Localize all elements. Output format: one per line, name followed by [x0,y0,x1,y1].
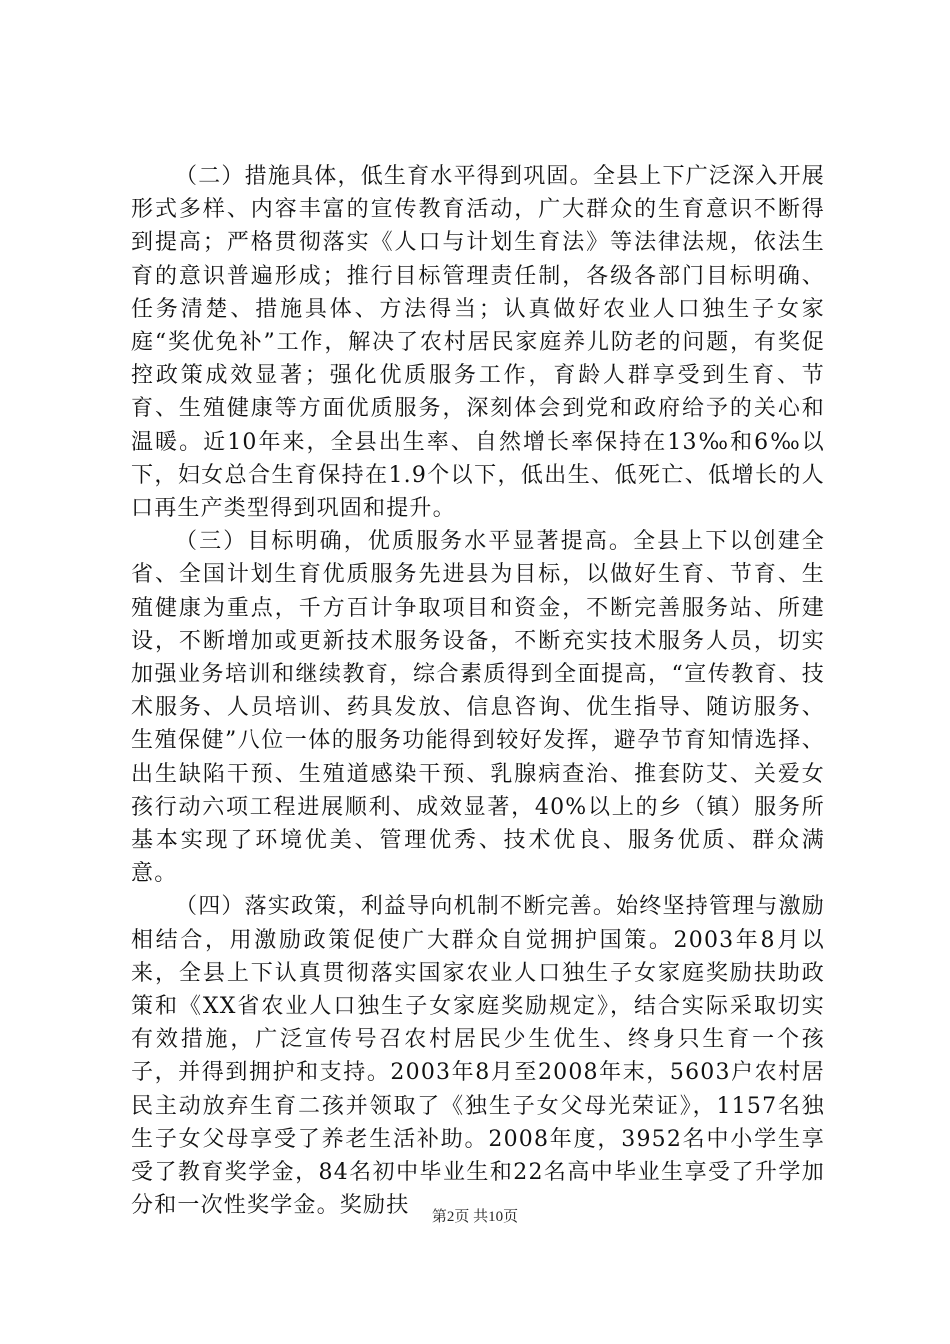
page-number-footer: 第2页 共10页 [431,1209,519,1225]
document-body [131,160,825,1223]
paragraph-services: （三）目标明确，优质服务水平显著提高。全县上下以创建全省、全国计划生育优质服务先进县为目标，以做好生育、节育、生殖健康为重点，千方百计争取项目和资金，不断完善服务站、所建设，不断增加或更新技术服务设备，不断充实技术服务人员，切实加强业务培训和继续教育，综合素质得到全面提高，“宣传教育、技术服务、人员培训、药具发放、信息咨询、优生指导、随访服务、生殖保健”八位一体的服务功能得到较好发挥，避孕节育知情选择、出生缺陷干预、生殖道感染干预、乳腺病查治、推套防艾、关爱女孩行动六项工程进展顺利、成效显著，40%以上的乡（镇）服务所基本实现了环境优美、管理优秀、技术优良、服务优质、群众满意。 [131,529,825,887]
paragraph-measures: （二）措施具体，低生育水平得到巩固。全县上下广泛深入开展形式多样、内容丰富的宣传教育活动，广大群众的生育意识不断得到提高；严格贯彻落实《人口与计划生育法》等法律法规，依法生育的意识普遍形成；推行目标管理责任制，各级各部门目标明确、任务清楚、措施具体、方法得当；认真做好农业人口独生子女家庭“奖优免补”工作，解决了农村居民家庭养儿防老的问题，有奖促控政策成效显著；强化优质服务工作，育龄人群享受到生育、节育、生殖健康等方面优质服务，深刻体会到党和政府给予的关心和温暖。近10年来，全县出生率、自然增长率保持在13‰和6‰以下，妇女总合生育保持在1.9个以下，低出生、低死亡、低增长的人口再生产类型得到巩固和提升。 [131,164,825,522]
paragraph-policy: （四）落实政策，利益导向机制不断完善。始终坚持管理与激励相结合，用激励政策促使广大群众自觉拥护国策。2003年8月以来，全县上下认真贯彻落实国家农业人口独生子女家庭奖励扶助政策和《XX省农业人口独生子女家庭奖励规定》，结合实际采取切实有效措施，广泛宣传号召农村居民少生优生、终身只生育一个孩子，并得到拥护和支持。2003年8月至2008年末，5603户农村居民主动放弃生育二孩并领取了《独生子女父母光荣证》，1157名独生子女父母享受了养老生活补助。2008年度，3952名中小学生享受了教育奖学金，84名初中毕业生和22名高中毕业生享受了升学加分和一次性奖学金。奖励扶 [131,894,825,1219]
